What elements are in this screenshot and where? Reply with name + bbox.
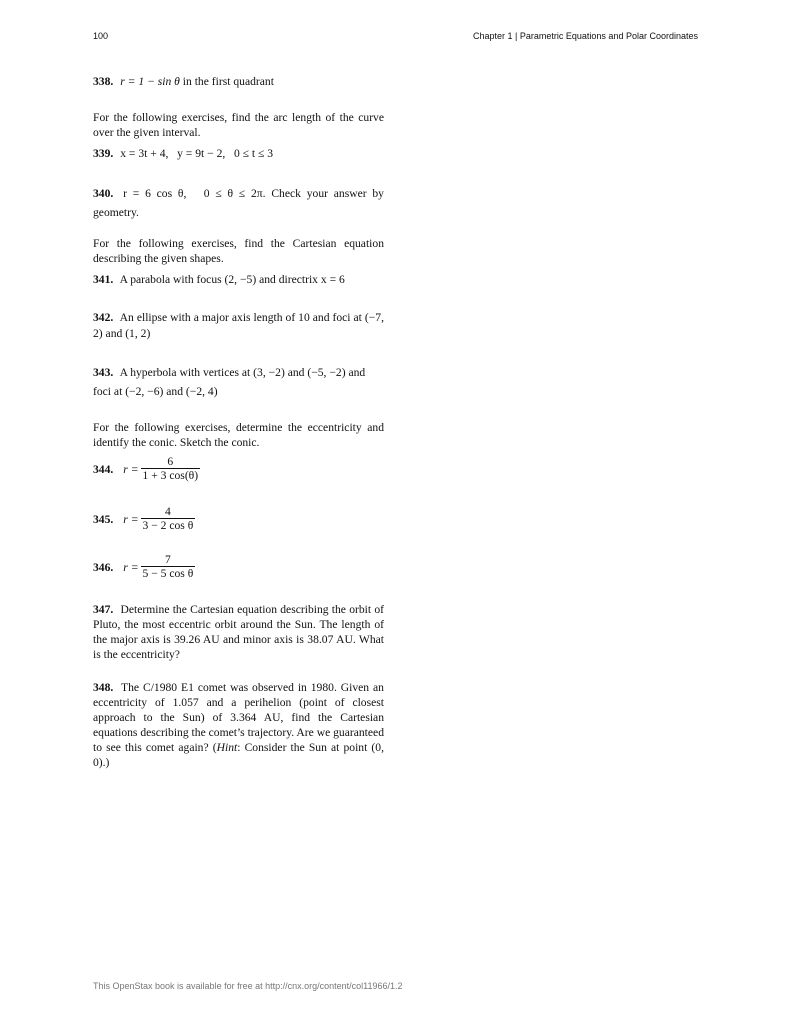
fraction-denominator: 3 − 2 cos θ [142,519,194,532]
footer-note: This OpenStax book is available for free at http://cnx.org/content/col11966/1.2 [93,981,403,991]
exercise-number: 345. [93,512,114,526]
exercise-339 [93,146,384,161]
exercise-number: 342. [93,311,114,324]
exercise-number: 340. [93,187,114,200]
exercise-text: An ellipse with a major axis length of 10 and foci at (−7, 2) and (1, 2) [93,311,384,340]
fraction-numerator: 7 [141,554,196,567]
fraction-numerator: 4 [141,506,196,519]
fraction-lhs: r = [123,512,139,526]
exercise-text: A hyperbola with vertices at (3, −2) and (−5, −2) and foci at (−2, −6) and (−2, 4) [93,366,366,398]
exercise-343 [93,363,384,401]
exercise-348 [93,680,384,770]
fraction [141,506,196,532]
exercise-number: 347. [93,603,114,616]
exercise-number: 343. [93,366,114,379]
fraction-lhs: r = [123,462,139,476]
exercise-text-after-hint: : Consider the Sun at point (0, 0).) [93,741,384,769]
exercise-number: 346. [93,560,114,574]
exercise-text: Determine the Cartesian equation describing the orbit of Pluto, the most eccentric orbit around the Sun. The length of the major axis is 39.26 AU and minor axis is 38.07 AU. What is the eccentricity? [93,603,384,661]
fraction-denominator: 1 + 3 cos(θ) [142,469,199,482]
page-number: 100 [93,31,109,41]
exercise-text: Check your answer by geometry. [93,187,384,219]
exercise-text: in the first quadrant [182,75,274,88]
exercise-text: A parabola with focus (2, −5) and directrix x = 6 [119,273,345,286]
exercise-text: The C/1980 E1 comet was observed in 1980. Given an eccentricity of 1.057 and a perihelion (point of closest approach to the Sun) of 3.364 AU, find the Cartesian equations describing the comet’s trajectory. Are we guaranteed to see this comet again? ( [93,681,384,754]
exercise-344 [93,456,384,482]
exercise-338 [93,74,384,89]
exercise-number: 339. [93,147,114,160]
exercise-341 [93,272,384,287]
exercise-number: 344. [93,462,114,476]
intro-cartesian: For the following exercises, find the Cartesian equation describing the given shapes. [93,237,384,265]
exercise-number: 338. [93,75,114,88]
intro-conic: For the following exercises, determine the eccentricity and identify the conic. Sketch the conic. [93,421,384,449]
exercise-math: r = 6 cos θ, 0 ≤ θ ≤ 2π. [123,187,266,200]
intro-arc-length: For the following exercises, find the arc length of the curve over the given interval. [93,111,384,139]
exercise-math: x = 3t + 4, y = 9t − 2, 0 ≤ t ≤ 3 [120,147,274,160]
exercise-number: 341. [93,273,114,286]
exercise-342 [93,310,384,342]
exercise-345 [93,506,384,532]
fraction-denominator: 5 − 5 cos θ [142,567,194,580]
exercise-346 [93,554,384,580]
chapter-title: Chapter 1 | Parametric Equations and Polar Coordinates [473,31,698,41]
fraction [141,456,201,482]
hint-label: Hint [216,741,238,754]
fraction-numerator: 6 [141,456,201,469]
exercise-347 [93,602,384,662]
exercise-340 [93,184,384,222]
exercise-math: r = 1 − sin θ [120,75,180,88]
fraction [141,554,196,580]
fraction-lhs: r = [123,560,139,574]
exercise-number: 348. [93,681,114,694]
